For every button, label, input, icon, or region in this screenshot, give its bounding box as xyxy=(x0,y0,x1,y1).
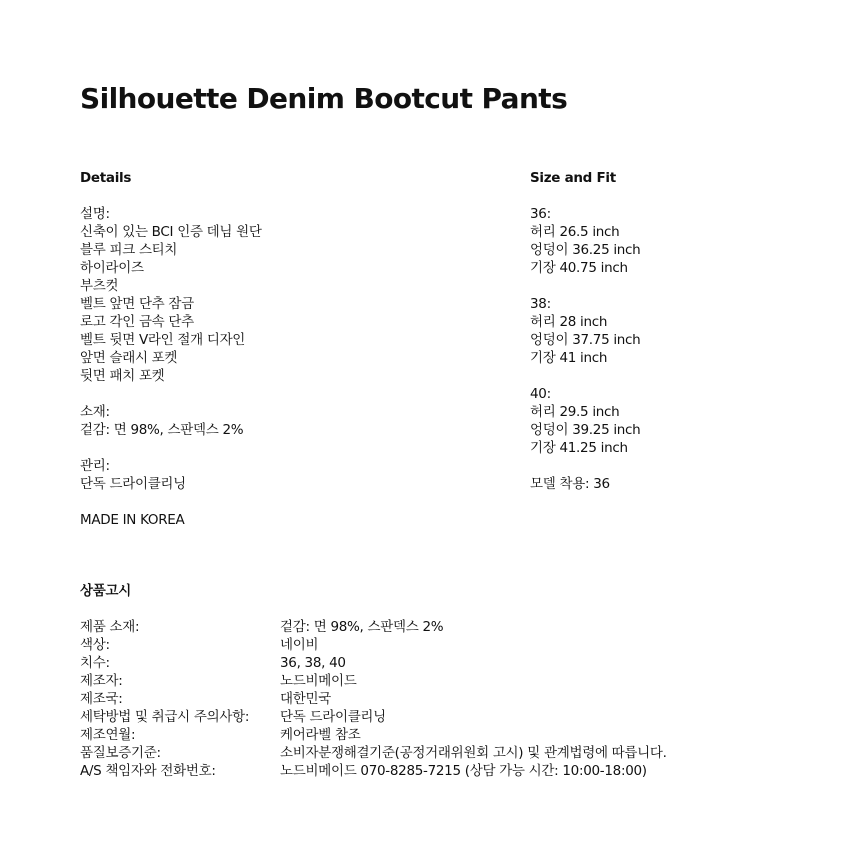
notice-label: 제조국: xyxy=(80,691,123,707)
description-item: 부츠컷 xyxy=(80,278,119,294)
notice-label: 품질보증기준: xyxy=(80,745,161,761)
size-hip: 엉덩이 37.75 inch xyxy=(530,332,641,348)
notice-label: 제품 소재: xyxy=(80,619,140,635)
notice-heading: 상품고시 xyxy=(80,583,131,599)
description-item: 하이라이즈 xyxy=(80,260,144,276)
description-label: 설명: xyxy=(80,206,110,222)
material-label: 소재: xyxy=(80,404,110,420)
description-item: 앞면 슬래시 포켓 xyxy=(80,350,178,366)
notice-label: 세탁방법 및 취급시 주의사항: xyxy=(80,709,250,725)
notice-row xyxy=(80,636,780,654)
size-length: 기장 41.25 inch xyxy=(530,440,628,456)
description-item: 벨트 앞면 단추 잠금 xyxy=(80,296,194,312)
notice-label: 치수: xyxy=(80,655,110,671)
size-length: 기장 41 inch xyxy=(530,350,608,366)
notice-value: 대한민국 xyxy=(280,691,331,707)
spacer xyxy=(80,187,500,205)
size-label: 40: xyxy=(530,386,551,402)
notice-value: 노드비메이드 xyxy=(280,673,357,689)
size-length: 기장 40.75 inch xyxy=(530,260,628,276)
notice-row xyxy=(80,708,780,726)
spacer xyxy=(530,187,830,205)
notice-value: 케어라벨 참조 xyxy=(280,727,361,743)
origin-text: MADE IN KOREA xyxy=(80,512,185,528)
size-label: 36: xyxy=(530,206,551,222)
size-hip: 엉덩이 36.25 inch xyxy=(530,242,641,258)
size-fit-heading: Size and Fit xyxy=(530,170,616,186)
description-item: 블루 피크 스티치 xyxy=(80,242,178,258)
size-hip: 엉덩이 39.25 inch xyxy=(530,422,641,438)
spacer xyxy=(80,493,500,511)
details-heading: Details xyxy=(80,170,132,186)
notice-row xyxy=(80,762,780,780)
notice-row xyxy=(80,672,780,690)
notice-row xyxy=(80,744,780,762)
notice-value: 노드비메이드 070-8285-7215 (상담 가능 시간: 10:00-18:00) xyxy=(280,763,647,779)
notice-value: 36, 38, 40 xyxy=(280,655,346,671)
model-note: 모델 착용: 36 xyxy=(530,476,610,492)
notice-value: 겉감: 면 98%, 스판덱스 2% xyxy=(280,619,444,635)
spacer xyxy=(80,385,500,403)
product-notice-section xyxy=(80,582,780,780)
size-fit-section xyxy=(530,169,830,493)
notice-row xyxy=(80,654,780,672)
description-item: 뒷면 패치 포켓 xyxy=(80,368,165,384)
notice-value: 소비자분쟁해결기준(공정거래위원회 고시) 및 관계법령에 따릅니다. xyxy=(280,745,667,761)
notice-label: 제조연월: xyxy=(80,727,136,743)
size-waist: 허리 28 inch xyxy=(530,314,608,330)
spacer xyxy=(530,367,830,385)
notice-row xyxy=(80,618,780,636)
material-value: 겉감: 면 98%, 스판덱스 2% xyxy=(80,422,244,438)
size-waist: 허리 26.5 inch xyxy=(530,224,620,240)
size-label: 38: xyxy=(530,296,551,312)
spacer xyxy=(80,600,780,618)
details-section xyxy=(80,169,500,529)
notice-row xyxy=(80,726,780,744)
description-item: 신축이 있는 BCI 인증 데님 원단 xyxy=(80,224,262,240)
description-item: 벨트 뒷면 V라인 절개 디자인 xyxy=(80,332,246,348)
notice-label: A/S 책임자와 전화번호: xyxy=(80,763,216,779)
size-waist: 허리 29.5 inch xyxy=(530,404,620,420)
care-label: 관리: xyxy=(80,458,110,474)
spacer xyxy=(530,457,830,475)
notice-label: 제조자: xyxy=(80,673,123,689)
notice-label: 색상: xyxy=(80,637,110,653)
page-title: Silhouette Denim Bootcut Pants xyxy=(80,82,568,115)
notice-value: 네이비 xyxy=(280,637,319,653)
notice-row xyxy=(80,690,780,708)
care-value: 단독 드라이클리닝 xyxy=(80,476,186,492)
notice-value: 단독 드라이클리닝 xyxy=(280,709,386,725)
description-item: 로고 각인 금속 단추 xyxy=(80,314,194,330)
spacer xyxy=(80,439,500,457)
spacer xyxy=(530,277,830,295)
